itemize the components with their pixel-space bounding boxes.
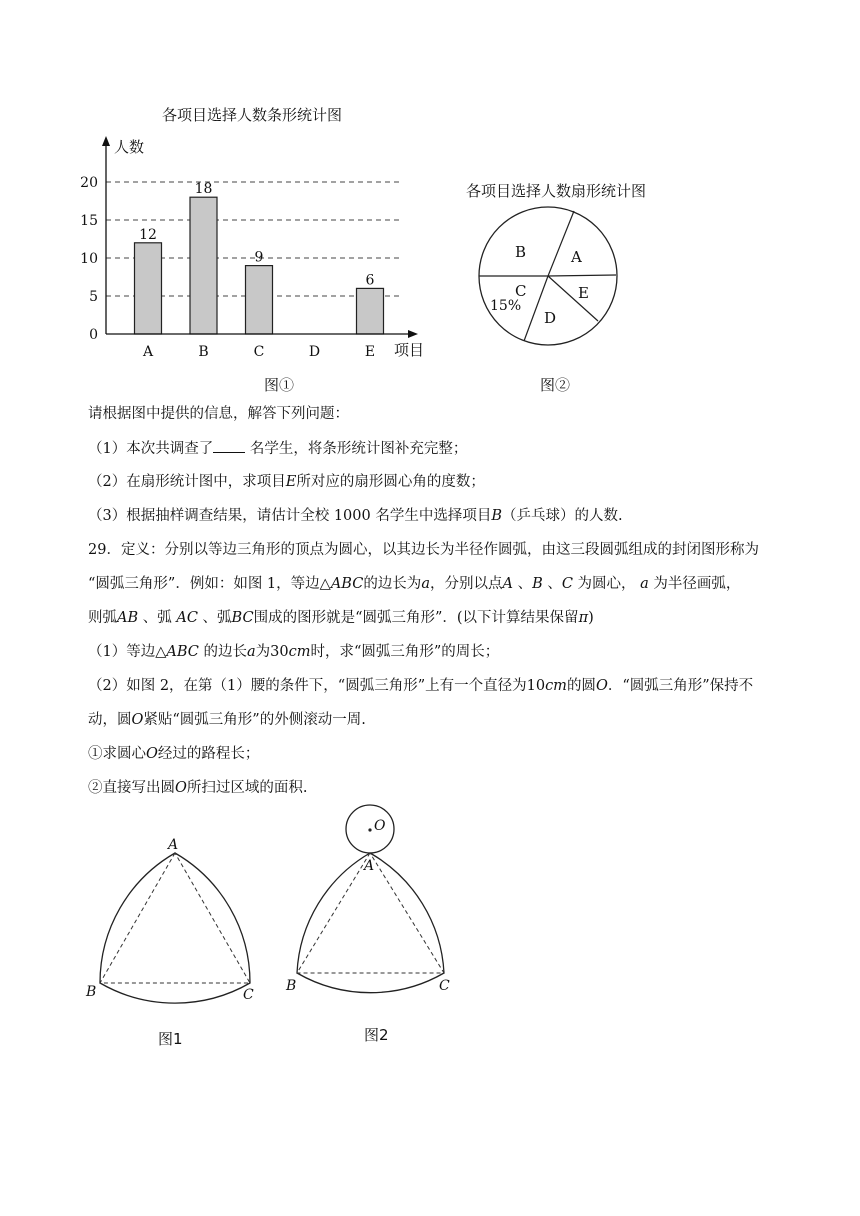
pie-chart-title: 各项目选择人数扇形统计图 [466,182,647,200]
pie-chart-caption: 图② [540,376,571,394]
text: 的边长 [203,644,247,660]
text: 的边长为 [363,576,422,592]
y-axis-arrow [102,136,110,146]
question-3-end: （乒乓球）的人数. [502,508,623,524]
text: 动，圆 [88,712,132,728]
text: ①求圆心 [88,746,146,762]
value: 30 [270,644,289,660]
question-2-end: 所对应的扇形圆心角的度数； [296,474,485,490]
text: ，分别以点 [429,576,503,592]
bar-a [135,243,162,334]
y-tick-label: 15 [80,213,98,229]
pie-chart [470,200,630,360]
problem-29-sub2 [88,778,308,798]
y-tick-label: 10 [80,251,98,267]
text: 、 [547,576,562,592]
unit-cm: cm [545,678,567,694]
var-B: B [532,576,543,592]
bar-chart-title: 各项目选择人数条形统计图 [162,106,343,124]
text: 紧贴“圆弧三角形”的外侧滚动一周. [143,712,366,728]
var-abc: ABC [166,644,199,660]
fig2-label-b: B [286,978,297,994]
bar-chart-caption: 图① [264,376,295,394]
bar-value-label: 12 [139,226,157,243]
text: ．“圆弧三角形”保持不 [607,678,754,694]
bar-value-label: 6 [365,272,375,289]
y-tick-label: 0 [89,327,98,343]
var-A: A [502,576,513,592]
fig2-label-a: A [364,858,375,874]
pie-label-c: C [515,282,527,300]
question-3-start: （3）根据抽样调查结果，请估计全校 1000 名学生中选择项目 [88,508,492,524]
text: 时，求“圆弧三角形”的周长； [310,644,500,660]
pie-divider-ae [548,275,616,276]
bar-chart [80,130,440,370]
var-O: O [175,780,187,796]
text: （2）如图 2，在第（1）腰的条件下，“圆弧三角形”上有一个直径为 [88,678,527,694]
text: （1）等边△ [88,644,167,660]
text: 、弧 [202,610,232,626]
var-a: a [421,576,430,592]
center-o-dot [368,828,371,831]
bar-value-label: 9 [254,249,264,266]
x-tick-label: D [308,344,321,360]
question-1-end: 名学生，将条形统计图补充完整； [245,441,468,457]
var-O: O [146,746,158,762]
text: 的圆 [566,678,596,694]
problem-29-line1: 29．定义：分别以等边三角形的顶点为圆心，以其边长为半径作圆弧，由这三段圆弧组成的封闭图形称为 [88,542,759,558]
x-tick-label: A [142,344,154,360]
y-tick-label: 20 [80,175,98,191]
bar-chart-ylabel: 人数 [114,138,145,156]
var-O: O [595,678,608,694]
text: 为半径画弧， [653,576,741,592]
text: 为 [255,644,271,660]
var-AB: AB [117,610,139,626]
question-intro: 请根据图中提供的信息，解答下列问题： [88,406,349,422]
answer-blank [213,438,245,453]
unit-cm: cm [288,644,311,660]
fig2-label-o: O [374,818,386,834]
x-axis-arrow [408,330,418,338]
arc-triangle-outline [100,853,250,1003]
x-tick-label: B [198,344,209,360]
var-O: O [131,712,144,728]
var-abc: ABC [330,576,364,592]
text: ②直接写出圆 [88,780,175,796]
figure-2-caption: 图2 [364,1026,389,1044]
bar-chart-xlabel: 项目 [394,341,425,359]
x-tick-label: C [253,344,265,360]
text: 、 [142,610,158,626]
pie-label-c-percent: 15% [490,298,522,314]
figure-2 [284,796,474,1006]
pie-label-d: D [544,309,557,327]
fig2-label-c: C [439,978,450,994]
question-1 [88,438,467,459]
fig1-label-a: A [168,837,179,853]
problem-29-sub1 [88,744,259,764]
var-a: a [640,576,649,592]
fig1-label-b: B [86,984,97,1000]
problem-29-line3: 则弧AB 、弧 AC 、弧BC围成的图形就是“圆弧三角形”．(以下计算结果保留π) [88,610,594,626]
dashed-triangle [100,853,250,983]
text: 则弧 [88,610,117,626]
text: 为圆心， [577,576,636,592]
pie-divider-ab [548,211,574,276]
text: 所扫过区域的面积. [186,780,308,796]
bar-b [190,197,217,334]
pie-label-a: A [571,248,582,266]
problem-29-line2 [88,574,740,594]
problem-29-part1 [88,642,499,662]
question-2 [88,472,485,492]
fig1-label-c: C [243,987,254,1003]
question-2-var: E [285,474,297,490]
question-1-start: （1）本次共调查了 [88,441,214,457]
bar-e [357,288,384,334]
question-3-var: B [491,508,502,524]
problem-29-part2b [88,710,366,730]
value: 10 [526,678,546,694]
figure-1-caption: 图1 [158,1030,183,1048]
pie-label-b: B [515,243,527,261]
problem-29-part2 [88,676,753,696]
figure-1 [80,836,270,1016]
var-a: a [247,644,256,660]
x-tick-label: E [364,344,376,360]
text: “圆弧三角形”．例如：如图 1，等边△ [88,576,331,592]
var-AC: AC [176,610,198,626]
y-tick-label: 5 [89,289,98,305]
pie-label-e: E [578,284,589,302]
text: 经过的路程长； [157,746,260,762]
bar-c [246,266,273,334]
question-3 [88,506,623,526]
bar-value-label: 18 [194,181,213,198]
text: 、 [517,576,533,592]
question-2-start: （2）在扇形统计图中，求项目 [88,474,286,490]
text: ) [588,610,594,626]
var-BC: BC [231,610,254,626]
var-pi: π [578,610,589,626]
var-C: C [561,576,573,592]
text: 围成的图形就是“圆弧三角形”．(以下计算结果保留 [253,610,579,626]
